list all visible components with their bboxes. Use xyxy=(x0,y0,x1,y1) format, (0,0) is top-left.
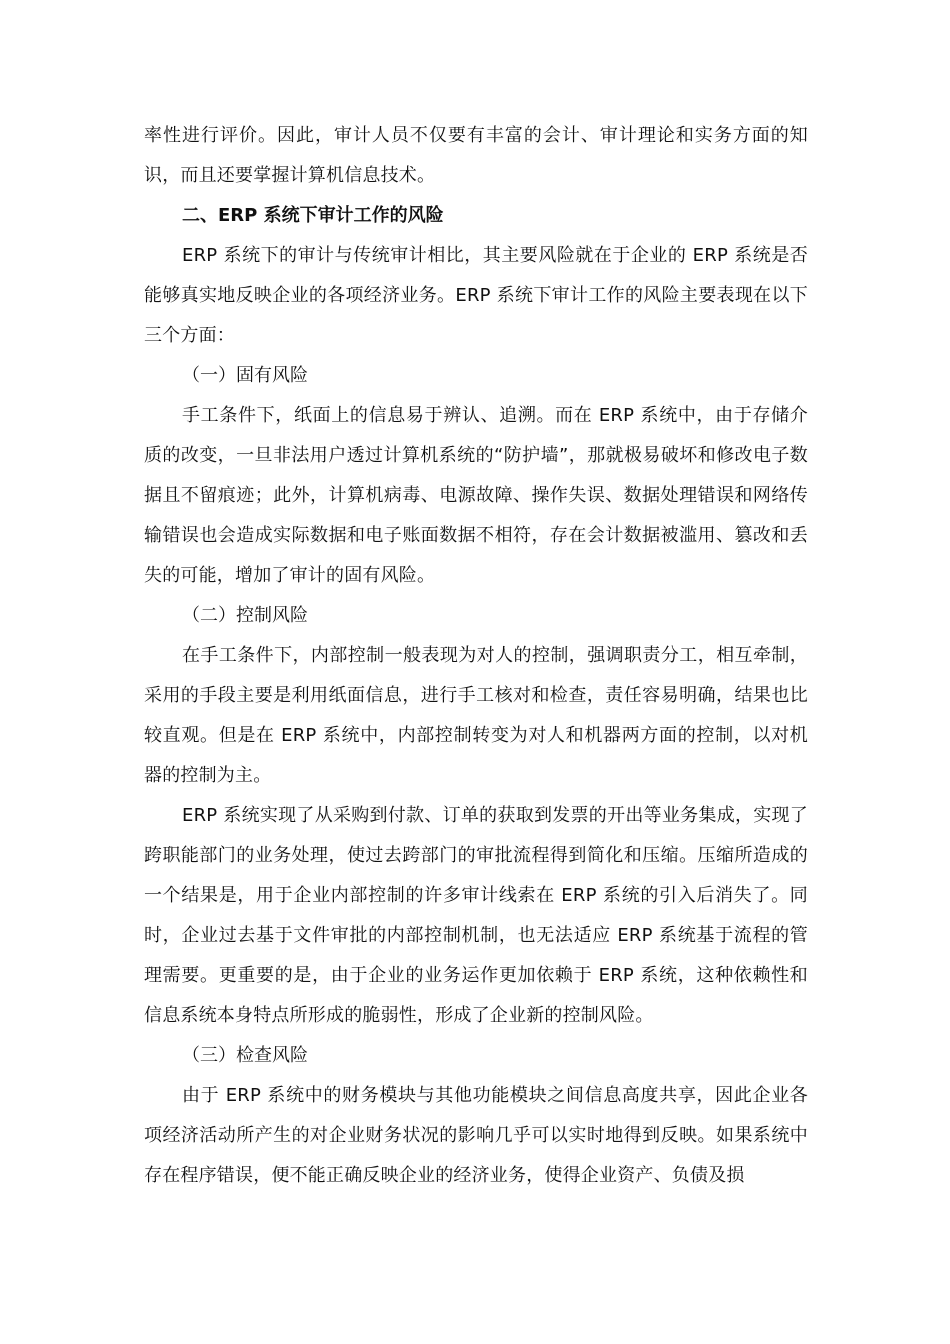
control-risk-paragraph-1: 在手工条件下，内部控制一般表现为对人的控制，强调职责分工，相互牵制，采用的手段主要是利用纸面信息，进行手工核对和检查，责任容易明确，结果也比较直观。但是在 ERP 系统中，内部控制转变为对人和机器两方面的控制，以对机器的控制为主。 xyxy=(144,645,808,786)
subsection-heading-detection-risk: （三）检查风险 xyxy=(182,1045,308,1066)
section-intro-paragraph: ERP 系统下的审计与传统审计相比，其主要风险就在于企业的 ERP 系统是否能够真实地反映企业的各项经济业务。ERP 系统下审计工作的风险主要表现在以下三个方面： xyxy=(144,245,808,346)
control-risk-paragraph-2: ERP 系统实现了从采购到付款、订单的获取到发票的开出等业务集成，实现了跨职能部门的业务处理，使过去跨部门的审批流程得到简化和压缩。压缩所造成的一个结果是，用于企业内部控制的许多审计线索在 ERP 系统的引入后消失了。同时，企业过去基于文件审批的内部控制机制，也无法适应 ERP 系统基于流程的管理需要。更重要的是，由于企业的业务运作更加依赖于 ERP 系统，这种依赖性和信息系统本身特点所形成的脆弱性，形成了企业新的控制风险。 xyxy=(144,805,808,1026)
detection-risk-paragraph: 由于 ERP 系统中的财务模块与其他功能模块之间信息高度共享，因此企业各项经济活动所产生的对企业财务状况的影响几乎可以实时地得到反映。如果系统中存在程序错误，便不能正确反映企业的经济业务，使得企业资产、负债及损 xyxy=(144,1085,808,1186)
document-body xyxy=(144,116,808,1196)
subsection-heading-inherent-risk: （一）固有风险 xyxy=(182,365,308,386)
inherent-risk-paragraph: 手工条件下，纸面上的信息易于辨认、追溯。而在 ERP 系统中，由于存储介质的改变，一旦非法用户透过计算机系统的“防护墙”，那就极易破坏和修改电子数据且不留痕迹；此外，计算机病毒、电源故障、操作失误、数据处理错误和网络传输错误也会造成实际数据和电子账面数据不相符，存在会计数据被滥用、篡改和丢失的可能，增加了审计的固有风险。 xyxy=(144,405,808,586)
subsection-heading-control-risk: （二）控制风险 xyxy=(182,605,308,626)
section-heading: 二、ERP 系统下审计工作的风险 xyxy=(182,205,444,226)
intro-paragraph: 率性进行评价。因此，审计人员不仅要有丰富的会计、审计理论和实务方面的知识，而且还要掌握计算机信息技术。 xyxy=(144,125,808,186)
